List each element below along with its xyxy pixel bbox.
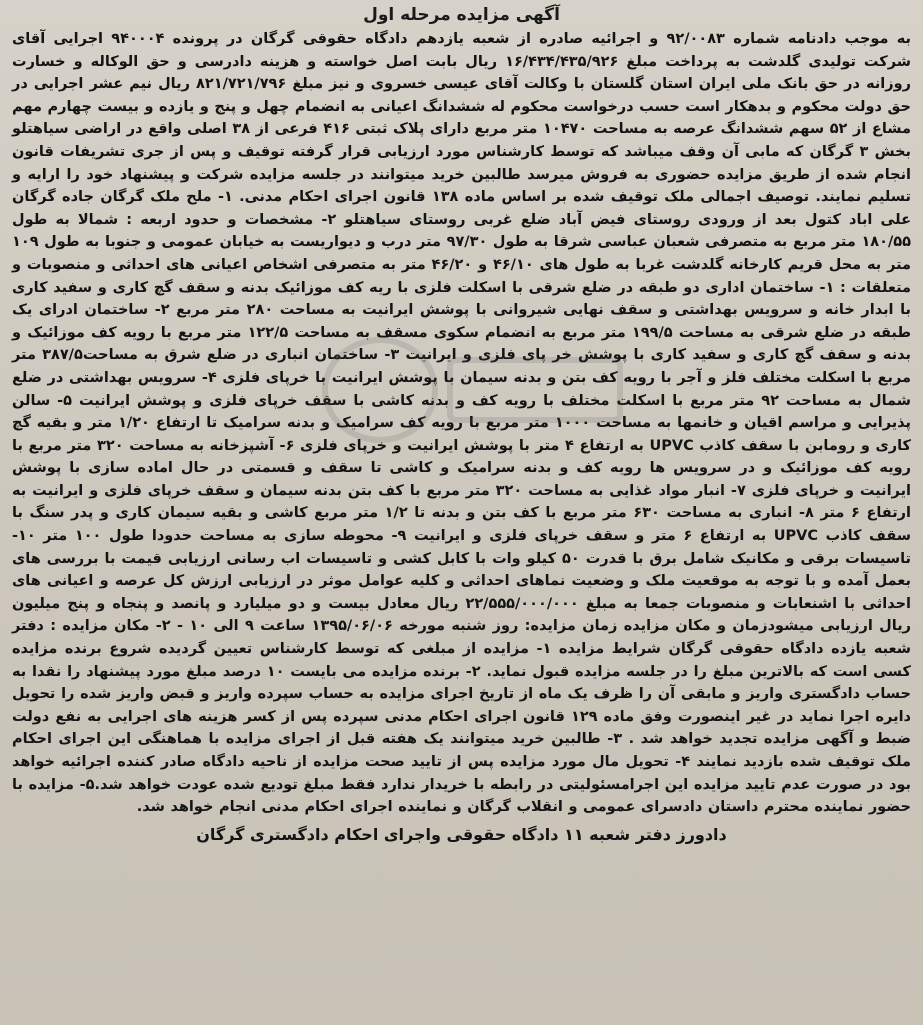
notice-title: آگهی مزایده مرحله اول — [363, 5, 560, 25]
notice-body: به موجب دادنامه شماره ۹۲/۰۰۸۳ و اجرائیه صادره از شعبه یازدهم دادگاه حقوقی گرگان در پرونده ۹۴۰۰۰۴ اجرایی آقای شرکت تولیدی گلدشت به پرداخت مبلغ ۱۶/۴۳۴/۴۳۵/۹۲۶ ریال بابت اصل خواسته و هزینه دادرسی و حق الوکاله و خسارت روزانه در حق بانک ملی ایران استان گلستان با وکالت آقای عیسی خسروی و نیز مبلغ ۸۲۱/۷۲۱/۷۹۶ ریال نیم عشر اجرایی در حق دولت محکوم و بدهکار است حسب درخواست محکوم له ششدانگ اعیانی به انضمام چهل و پنج و یازده و بیست چهارم مهم مشاع از ۵۲ سهم ششدانگ عرصه به مساحت ۱۰۴۷۰ متر مربع دارای پلاک ثبتی ۴۱۶ فرعی از ۳۸ اصلی واقع در اراضی سیاهتلو بخش ۳ گرگان که مابی آن وقف میباشد که توسط کارشناس مورد ارزیابی قرار گرفته توقیف و پس از جری تشریفات قانون انجام شده از طریق مزایده حضوری به فروش میرسد طالبین خرید میتوانند در جلسه مزایده شرکت و پیشنهاد خود را ارایه و تسلیم نمایند. توصیف اجمالی ملک توقیف شده بر اساس ماده ۱۳۸ قانون اجرای احکام مدنی. ۱- ملح ملک گرگان جاده گرگان علی اباد کتول بعد از ورودی روستای فیض آباد ضلع غربی روستای سیاهتلو ۲- مشخصات و حدود اربعه : شمالا به طول ۱۸۰/۵۵ متر مربع به متصرفی شعبان عباسی شرقا به طول ۹۷/۳۰ متر درب و دیواریست به خیابان عمومی و جنوبا به طول ۱۰۹ متر به محل قریم کارخانه گلدشت غربا به طول های ۴۶/۱۰ و ۴۶/۲۰ متر به متصرفی اشخاص اعیانی های احداثی و منصوبات و متعلقات : ۱- ساختمان اداری دو طبقه در ضلع شرقی با اسکلت فلزی با ریه کف موزائیک بدنه و سقف گچ کاری و سفید کاری با ابدار خانه و سرویس بهداشتی و سقف نهایی شیروانی با پوشش ایرانیت به مساحت ۲۸۰ متر مربع ۲- ساختمان ادرای یک طبقه در ضلع شرقی به مساحت ۱۹۹/۵ متر مربع به انضمام سکوی مسقف به مساحت ۱۲۲/۵ متر مربع با رویه کف موزائیک و بدنه و سقف گچ کاری و سفید کاری با پوشش خر پای فلزی و ایرانیت ۳- ساختمان انباری در ضلع شرق به مساحت۳۸۷/۵ متر مربع با اسکلت مختلف فلز و آجر با رویه کف بتن و بدنه سیمان با پوشش ایرانیت با خرپای فلزی ۴- سرویس بهداشتی در ضلع شمال به مساحت ۹۲ متر مربع با اسکلت مختلف با رویه کف و بدنه کاشی با سقف خرپای فلزی و پوشش ایرانیت ۵- سالن پذیرایی و مراسم اقیان و خانمها به مساحت ۱۰۰۰ متر مربع با رویه کف سرامیک و بدنه سرامیک تا ارتفاع ۱/۲۰ متر و بقیه گچ کاری و رومابن با سقف کاذب UPVC به ارتفاع ۴ متر با پوشش ایرانیت و خرپای فلزی ۶- آشپزخانه به مساحت ۳۲۰ متر مربع با رویه کف موزائیک و در سرویس ها رویه کف و بدنه سرامیک و کاشی تا سقف و قسمتی در حال اماده سازی با پوشش ایرانیت و خرپای فلزی ۷- انبار مواد غذایی به مساحت ۳۲۰ متر مربع با کف بتن بدنه سیمان و سقف خرپای فلزی و ایرانیت به ارتفاع ۶ متر ۸- انباری به مساحت ۶۳۰ متر مربع با کف بتن و بدنه تا ۱/۲ متر مربع کاشی و بقیه سیمان کاری و پدر سنگ با سقف کاذب UPVC به ارتفاع ۶ متر و سقف خرپای فلزی و ایرانیت ۹- محوطه سازی به مساحت حدودا طول ۱۰۰ متر ۱۰- تاسیسات برقی و مکانیک شامل برق با قدرت ۵۰ کیلو وات با کابل کشی و تاسیسات اب رسانی ارزیابی قیمت با بررسی های بعمل آمده و با توجه به موقعیت ملک و وضعیت نماهای احداثی و کلیه عوامل موثر در ارزیابی ارزش کل عرصه و اعیانی های احداثی با اشنعابات و منصوبات جمعا به مبلغ ۲۲/۵۵۵/۰۰۰/۰۰۰ ریال معادل بیست و دو میلیارد و پانصد و پنجاه و پنج میلیون ریال ارزیابی میشودزمان و مکان مزایده زمان مزایده: روز شنبه مورخه ۱۳۹۵/۰۶/۰۶ ساعت ۹ الی ۱۰ - ۲- مکان مزایده : دفتر شعبه یازده دادگاه حقوقی گرگان شرایط مزایده ۱- مزایده از مبلغی که توسط کارشناس تعیین گردیده شروع برنده مزایده کسی است که بالاترین مبلغ را در جلسه مزایده قبول نماید. ۲- برنده مزایده می بایست ۱۰ درصد مبلغ مورد پیشنهاد را نقدا به حساب دادگستری واریز و مابقی آن را ظرف یک ماه از تاریخ اجرای مزایده به حساب سپرده واریز و قبض واریز شده را تحویل دایره اجرا نماید در غیر اینصورت وفق ماده ۱۲۹ قانون اجرای احکام مدنی سپرده پس از کسر هزینه های اجرایی به نفع دولت ضبط و آگهی مزایده تجدید خواهد شد . ۳- طالبین خرید میتوانند یک هفته قبل از اجرای مزایده با هماهنگی این اجرای احکام ملک توقیف شده بازدید نمایند ۴- تحویل مال مورد مزایده پس از تایید صحت مزایده از ناحیه دادگاه صادر کننده اجرائیه خواهد بود در صورت عدم تایید مزایده این اجرامسئولیتی در رابطه با خریدار ندارد فقط مبلغ تودیع شده عودت خواهد شد.۵- مزایده با حضور نماینده محترم داستان دادسرای عمومی و انقلاب گرگان و نماینده اجرای احکام مدنی انجام خواهد شد. — [12, 31, 912, 816]
notice-signature: دادورز دفتر شعبه ۱۱ دادگاه حقوقی واجرای احکام دادگستری گرگان — [196, 824, 727, 844]
